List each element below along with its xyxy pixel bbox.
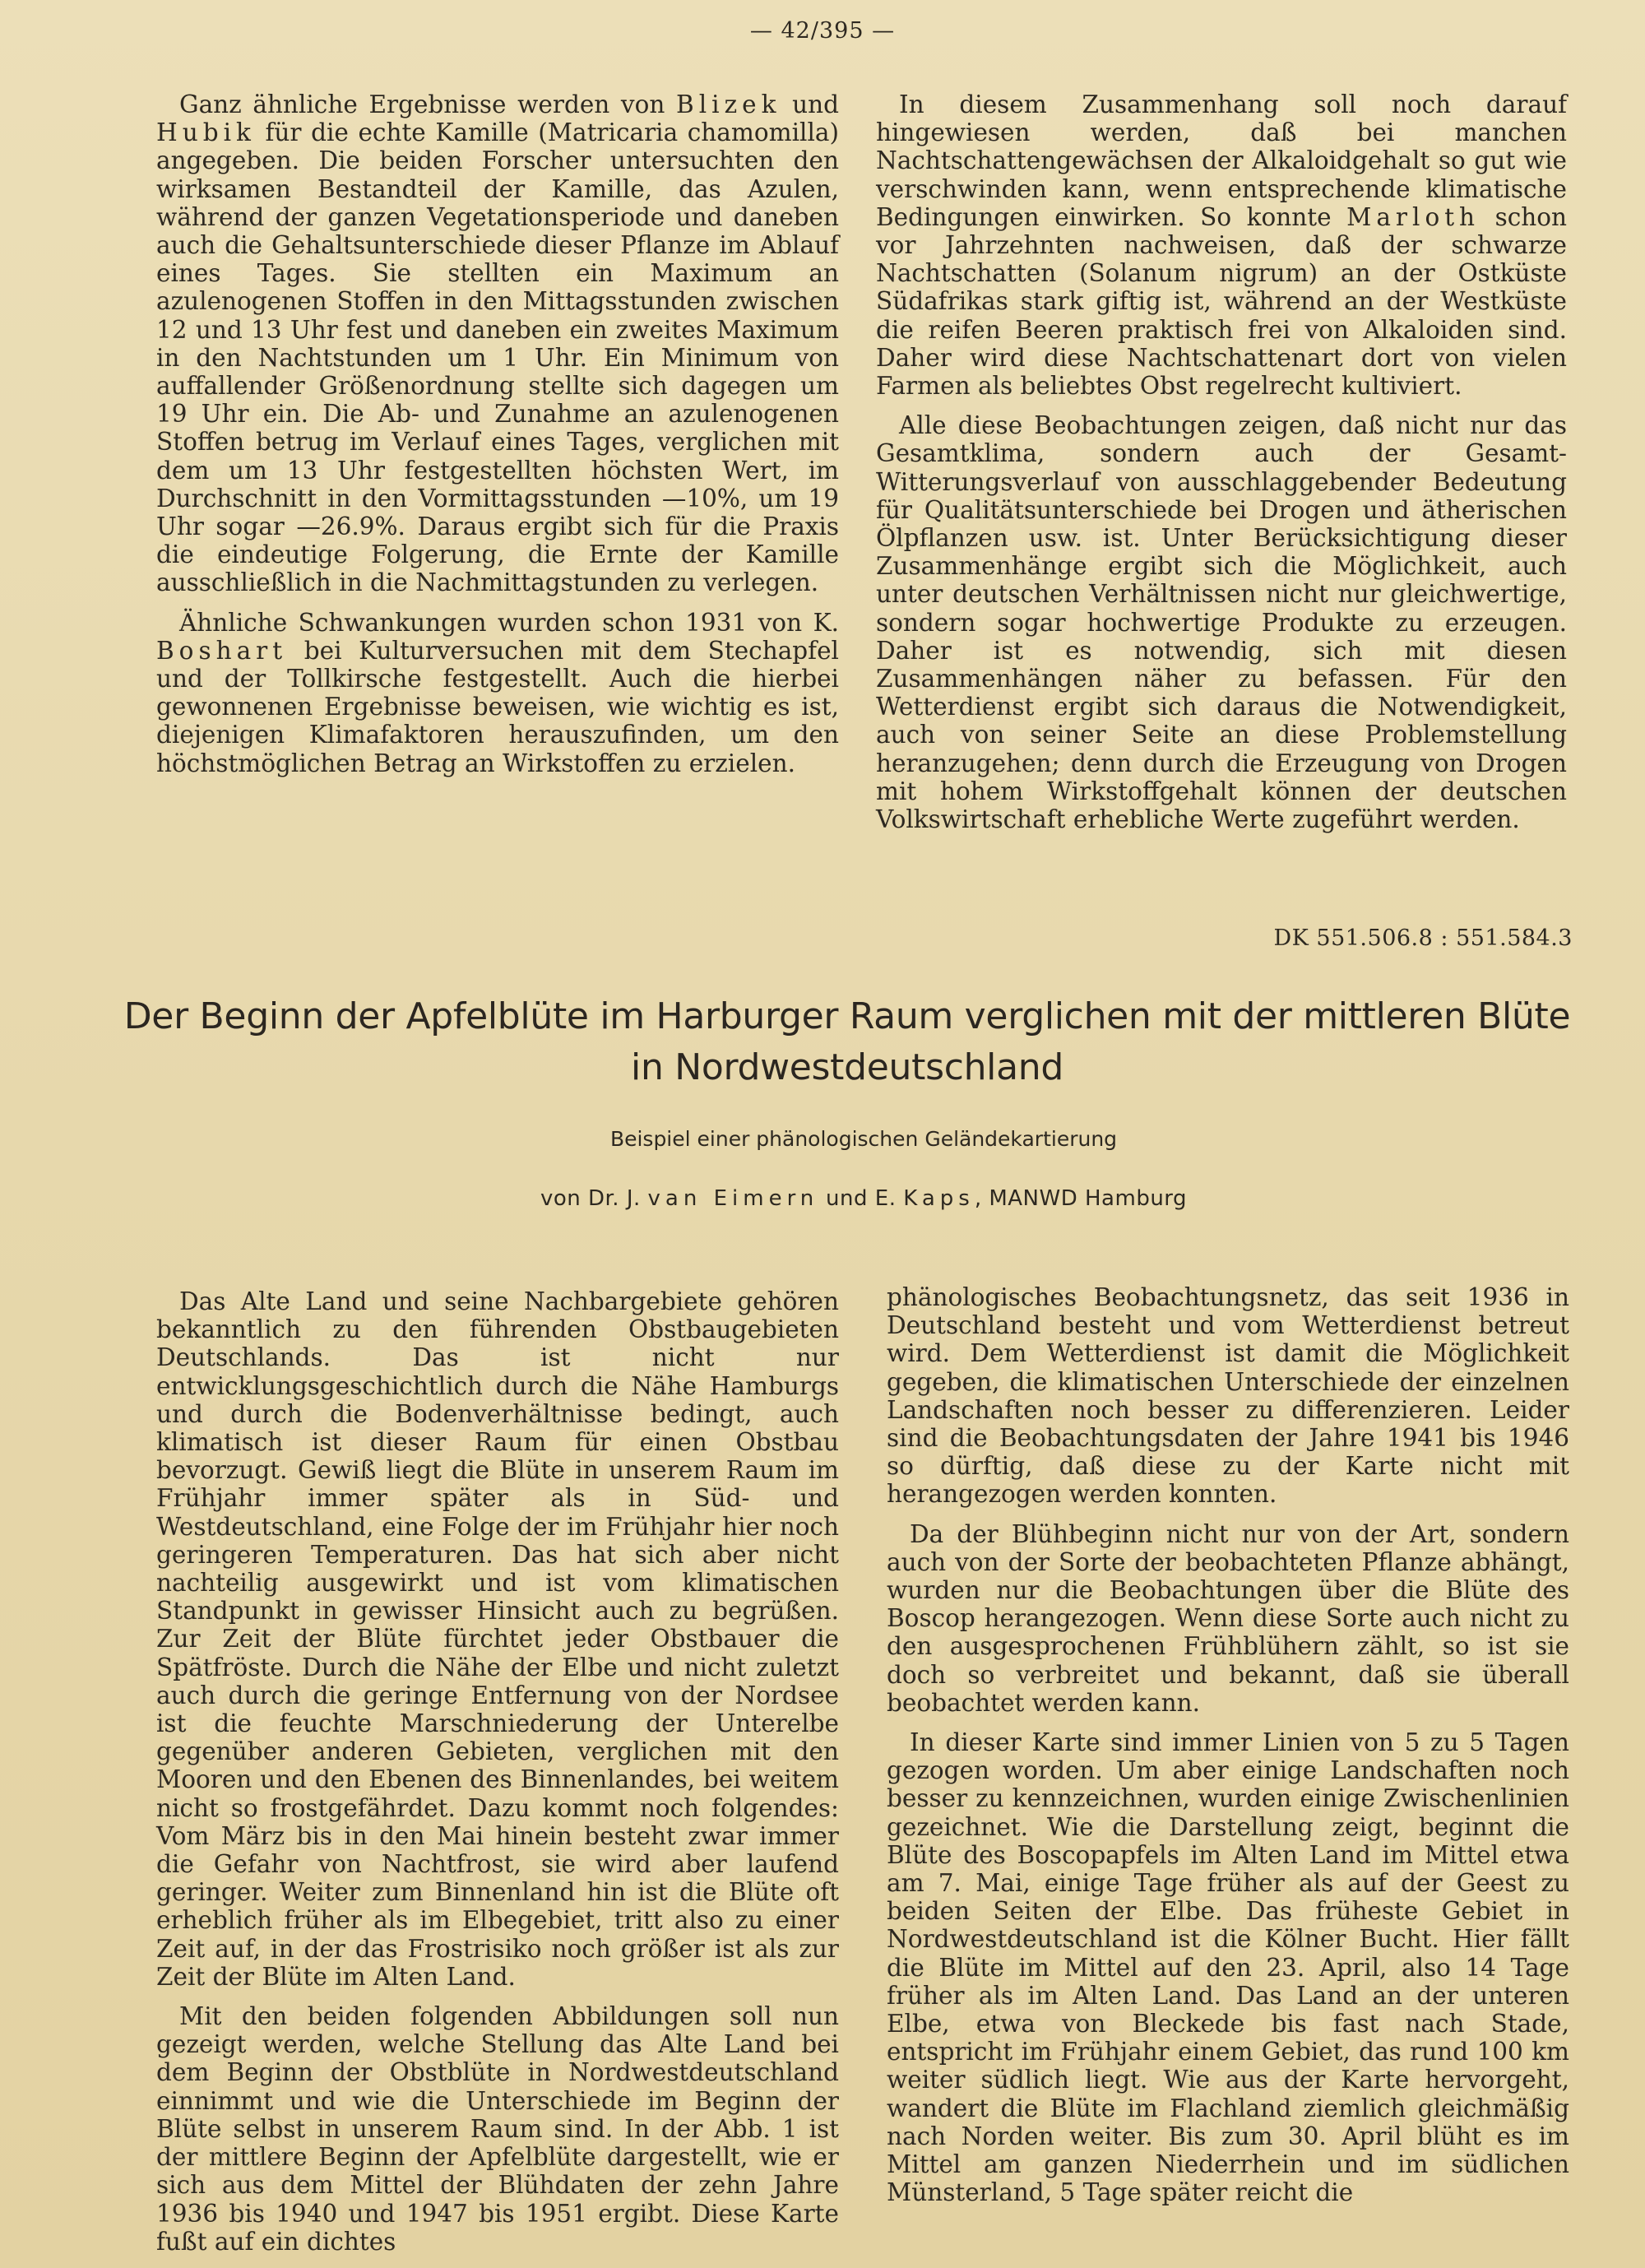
bottom-left-column	[156, 1287, 839, 2262]
text-span: Ähnliche Schwankungen wurden schon 1931 von K.	[179, 608, 839, 637]
text-span: und	[781, 90, 840, 118]
bottom-right-column	[887, 1283, 1569, 2214]
text-span: schon vor Jahrzehnten nachweisen, daß der schwarze Nachtschatten (Solanum nigrum) an der Ostküste Südafrikas stark giftig ist, während an der Westküste die reifen Beeren praktisch frei von Alkaloiden sind. Daher wird diese Nachtschattenart dort von vielen Farmen als beliebtes Obst regelrecht kultiviert.	[876, 202, 1568, 401]
author-name: Hubik	[156, 118, 256, 147]
text-span: In diesem Zusammenhang soll noch darauf hingewiesen werden, daß bei manchen Nachtschattengewächsen der Alkaloidgehalt so gut wie verschwinden kann, wenn entsprechende klimatische Bedingungen einwirken. So konnte	[876, 90, 1567, 231]
text-span: für die echte Kamille (Matricaria chamomilla) angegeben. Die beiden Forscher untersuchten den wirksamen Bestandteil der Kamille, das Azulen, während der ganzen Vegetationsperiode und daneben auch die Gehaltsunterschiede dieser Pflanze im Ablauf eines Tages. Sie stellten ein Maximum an azulenogenen Stoffen in den Mittagsstunden zwischen 12 und 13 Uhr fest und daneben ein zweites Maximum in den Nachtstunden um 1 Uhr. Ein Minimum von auffallender Größenordnung stellte sich dagegen um 19 Uhr ein. Die Ab- und Zunahme an azulenogenen Stoffen betrug im Verlauf eines Tages, verglichen mit dem um 13 Uhr festgestellten höchsten Wert, im Durchschnitt in den Vormittagsstunden —10%, um 19 Uhr sogar —26.9%. Daraus ergibt sich für die Praxis die eindeutige Folgerung, die Ernte der Kamille ausschließlich in die Nachmittagstunden zu verlegen.	[156, 118, 839, 597]
article-title	[115, 991, 1579, 1093]
text-span: und E.	[818, 1186, 904, 1211]
paragraph: Alle diese Beobachtungen zeigen, daß nicht nur das Gesamtklima, sondern auch der Gesamt-Witterungsverlauf von ausschlaggebender Bedeutung für Qualitätsunterschiede bei Drogen und ätherischen Ölpflanzen usw. ist. Unter Berücksichtigung dieser Zusammenhänge ergibt sich die Möglichkeit, auch unter deutschen Verhältnissen nicht nur gleichwertige, sondern sogar hochwertige Produkte zu erzeugen. Daher ist es notwendig, sich mit diesen Zusammenhängen näher zu befassen. Für den Wetterdienst ergibt sich daraus die Notwendigkeit, auch von seiner Seite an diese Problemstellung heranzugehen; denn durch die Erzeugung von Drogen mit hohem Wirkstoffgehalt können der deutschen Volkswirtschaft erhebliche Werte zugeführt werden.	[876, 411, 1567, 834]
paragraph	[156, 609, 839, 777]
top-right-column	[876, 90, 1567, 840]
text-span: von Dr. J.	[540, 1186, 648, 1211]
paragraph: Da der Blühbeginn nicht nur von der Art, sondern auch von der Sorte der beobachteten Pflanze abhängt, wurden nur die Beobachtungen über die Blüte des Boscop herangezogen. Wenn diese Sorte auch nicht zu den ausgesprochenen Frühblühern zählt, so ist sie doch so verbreitet und bekannt, daß sie überall beobachtet werden kann.	[887, 1519, 1569, 1717]
dk-classification: DK 551.506.8 : 551.584.3	[1273, 925, 1573, 951]
text-span: bei Kulturversuchen mit dem Stechapfel und der Tollkirsche festgestellt. Auch die hierbei gewonnenen Ergebnisse beweisen, wie wichtig es ist, diejenigen Klimafaktoren herauszufinden, um den höchstmöglichen Betrag an Wirkstoffen zu erzielen.	[156, 636, 839, 777]
paragraph	[156, 90, 839, 597]
title-line: Der Beginn der Apfelblüte im Harburger Raum verglichen mit der mittleren Blüte	[123, 995, 1571, 1037]
title-line: in Nordwestdeutschland	[631, 1046, 1063, 1088]
author-name: Blizek	[676, 90, 781, 118]
paragraph: phänologisches Beobachtungsnetz, das seit 1936 in Deutschland besteht und vom Wetterdienst betreut wird. Dem Wetterdienst ist damit die Möglichkeit gegeben, die klimatischen Unterschiede der einzelnen Landschaften noch besser zu differenzieren. Leider sind die Beobachtungsdaten der Jahre 1941 bis 1946 so dürftig, daß diese zu der Karte nicht mit herangezogen werden konnten.	[887, 1283, 1569, 1509]
article-subtitle: Beispiel einer phänologischen Geländekartierung	[609, 1127, 1118, 1151]
byline	[164, 1186, 1563, 1211]
text-span: Ganz ähnliche Ergebnisse werden von	[179, 90, 677, 118]
paragraph	[876, 90, 1567, 400]
paragraph: Mit den beiden folgenden Abbildungen soll nun gezeigt werden, welche Stellung das Alte Land bei dem Beginn der Obstblüte in Nordwestdeutschland einnimmt und wie die Unterschiede im Beginn der Blüte selbst in unserem Raum sind. In der Abb. 1 ist der mittlere Beginn der Apfelblüte dargestellt, wie er sich aus dem Mittel der Blühdaten der zehn Jahre 1936 bis 1940 und 1947 bis 1951 ergibt. Diese Karte fußt auf ein dichtes	[156, 2002, 839, 2256]
author-name: Boshart	[156, 636, 288, 665]
author-name: Kaps	[903, 1186, 975, 1211]
text-span: , MANWD Hamburg	[974, 1186, 1188, 1211]
author-name: Marloth	[1346, 202, 1480, 231]
author-name: van Eimern	[647, 1186, 819, 1211]
paragraph: In dieser Karte sind immer Linien von 5 zu 5 Tagen gezogen worden. Um aber einige Landschaften noch besser zu kennzeichnen, wurden einige Zwischenlinien gezeichnet. Wie die Darstellung zeigt, beginnt die Blüte des Boscopapfels im Alten Land im Mittel etwa am 7. Mai, einige Tage früher als auf der Geest zu beiden Seiten der Elbe. Das früheste Gebiet in Nordwestdeutschland ist die Kölner Bucht. Hier fällt die Blüte im Mittel auf den 23. April, also 14 Tage früher als im Alten Land. Das Land an der unteren Elbe, etwa von Bleckede bis fast nach Stade, entspricht im Frühjahr einem Gebiet, das rund 100 km weiter südlich liegt. Wie aus der Karte hervorgeht, wandert die Blüte im Flachland ziemlich gleichmäßig nach Norden weiter. Bis zum 30. April blüht es im Mittel am ganzen Niederrhein und im südlichen Münsterland, 5 Tage später reicht die	[887, 1728, 1569, 2207]
top-left-column	[156, 90, 839, 784]
page-number: — 42/395 —	[749, 18, 896, 44]
paragraph: Das Alte Land und seine Nachbargebiete gehören bekanntlich zu den führenden Obstbaugebieten Deutschlands. Das ist nicht nur entwicklungsgeschichtlich durch die Nähe Hamburgs und durch die Bodenverhältnisse bedingt, auch klimatisch ist dieser Raum für einen Obstbau bevorzugt. Gewiß liegt die Blüte in unserem Raum im Frühjahr immer später als in Süd- und Westdeutschland, eine Folge der im Frühjahr hier noch geringeren Temperaturen. Das hat sich aber nicht nachteilig ausgewirkt und ist vom klimatischen Standpunkt in gewisser Hinsicht auch zu begrüßen. Zur Zeit der Blüte fürchtet jeder Obstbauer die Spätfröste. Durch die Nähe der Elbe und nicht zuletzt auch durch die geringe Entfernung von der Nordsee ist die feuchte Marschniederung der Unterelbe gegenüber anderen Gebieten, verglichen mit den Mooren und den Ebenen des Binnenlandes, bei weitem nicht so frostgefährdet. Dazu kommt noch folgendes: Vom März bis in den Mai hinein besteht zwar immer die Gefahr von Nachtfrost, sie wird aber laufend geringer. Weiter zum Binnenland hin ist die Blüte oft erheblich früher als im Elbegebiet, tritt also zu einer Zeit auf, in der das Frostrisiko noch größer ist als zur Zeit der Blüte im Alten Land.	[156, 1287, 839, 1991]
